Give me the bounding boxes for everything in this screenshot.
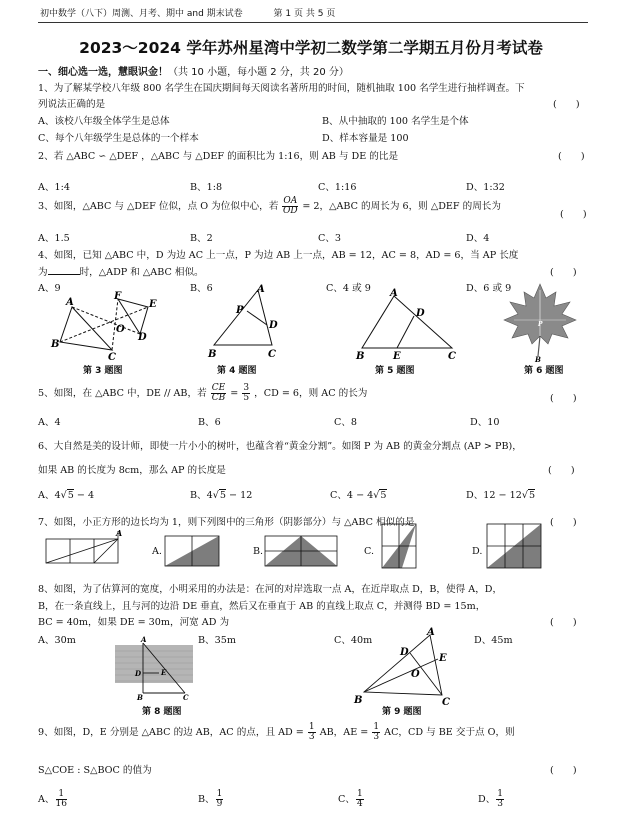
q3-answer-paren: ( ) (560, 209, 587, 220)
fig4-label-c: C (268, 349, 276, 360)
q3-stem-post: = 2，△ABC 的周长为 6，则 △DEF 的周长为 (302, 201, 501, 212)
q7-option-a-figure (165, 536, 225, 566)
q1-line2: 列说法正确的是 (38, 99, 106, 110)
q3-option-b: B、2 (190, 233, 213, 244)
q6-option-d: D、12 − 12√5 (466, 490, 536, 501)
caption-fig-5: 第 5 题图 (375, 366, 415, 376)
q9-b-pre: B、 (198, 794, 215, 805)
fig3-label-b: B (51, 339, 60, 350)
q7-option-a-label: A. (152, 546, 162, 557)
q2-answer-paren: ( ) (558, 151, 585, 162)
q9-d-frac (496, 790, 504, 809)
q2-option-d: D、1:32 (466, 182, 505, 193)
q7-option-c-figure (376, 524, 426, 570)
q6-b-radicand: 5 (219, 490, 226, 501)
q9-b-den: 9 (216, 799, 223, 809)
q6-line1: 6、大自然是美的设计师，即使一片小小的树叶，也蕴含着“黄金分割”。如图 P 为 AB 的黄金分割点 (AP > PB)， (38, 441, 522, 452)
q8-line1: 8、如图，为了估算河的宽度，小明采用的办法是：在河的对岸选取一点 A，在近岸取点 D，B，使得 A，D， (38, 584, 503, 595)
fig3-label-a: A (66, 297, 74, 308)
q5-fraction-2 (242, 384, 250, 403)
figure-3 (50, 292, 170, 362)
q9-d-num: 1 (497, 789, 504, 799)
q3-stem-pre: 3、如图，△ABC 与 △DEF 位似，点 O 为位似中心，若 (38, 201, 279, 212)
q7-option-b-label: B. (253, 546, 264, 557)
q1-option-b: B、从中抽取的 100 名学生是个体 (322, 116, 469, 127)
q9-option-b (198, 790, 224, 809)
q9-b-num: 1 (216, 789, 223, 799)
q6-option-c: C、4 − 4√5 (330, 490, 387, 501)
q9-d-pre: D、 (478, 794, 496, 805)
q9-frac2-den: 3 (373, 732, 380, 742)
q9-frac1-num: 1 (308, 722, 315, 732)
q5-frac2-den: 5 (243, 393, 250, 403)
q2-stem: 2、若 △ABC ∽ △DEF ，△ABC 与 △DEF 的面积比为 1:16，则 AB 与 DE 的比是 (38, 151, 399, 162)
fig3-label-o: O (116, 324, 125, 335)
q9-a-pre: A、 (38, 794, 55, 805)
fig5-label-b: B (356, 351, 365, 362)
q9-line2: S△COE : S△BOC 的值为 (38, 765, 152, 776)
q7-option-c-label: C. (364, 546, 375, 557)
q6-option-a: A、4√5 − 4 (38, 490, 95, 501)
fig3-label-f: F (114, 291, 122, 302)
fig5-label-c: C (448, 351, 456, 362)
figure-5 (352, 288, 462, 363)
caption-fig-9: 第 9 题图 (382, 707, 422, 717)
q5-option-d: D、10 (470, 417, 500, 428)
header-subject: 初中数学（八下）周测、月考、期中 and 期末试卷 (40, 9, 243, 19)
q5-stem (38, 384, 367, 403)
q8-option-d: D、45m (474, 635, 513, 646)
figure-6-leaf-image (500, 280, 580, 362)
q4-option-c: C、4 或 9 (326, 283, 371, 294)
fig9-label-e: E (439, 653, 447, 664)
fig9-label-a: A (427, 627, 435, 638)
q9-option-a (38, 790, 68, 809)
q6-c-pre: C、4 − 4 (330, 490, 374, 501)
page-header (40, 6, 335, 19)
q2-option-c: C、1:16 (318, 182, 357, 193)
q3-frac-den: OD (283, 206, 298, 216)
q1-answer-paren: ( ) (553, 99, 580, 110)
q7-reference-figure (46, 527, 126, 567)
q6-c-radicand: 5 (380, 490, 387, 501)
q9-answer-paren: ( ) (550, 765, 577, 776)
q9-stem-post: AC，CD 与 BE 交于点 O，则 (384, 727, 515, 738)
q8-line3: BC = 40m，如果 DE = 30m，河宽 AD 为 (38, 617, 230, 628)
q4-blank (48, 266, 80, 275)
q6-answer-paren: ( ) (548, 465, 575, 476)
q6-a-radicand: 5 (67, 490, 74, 501)
fig8-label-c: C (183, 693, 189, 702)
q9-a-num: 1 (56, 790, 67, 800)
q9-stem-pre: 9、如图，D，E 分别是 △ABC 的边 AB，AC 的点，且 AD = (38, 727, 304, 738)
q9-c-frac (356, 790, 364, 809)
q6-b-pre: B、4 (190, 490, 213, 501)
q9-stem-mid: AB，AE = (319, 727, 369, 738)
q9-b-frac (216, 790, 224, 809)
q4-line2-post: 时，△ADP 和 △ABC 相似。 (79, 267, 204, 278)
section-heading (38, 63, 349, 78)
fig4-label-d: D (269, 320, 278, 331)
q5-frac1-den: CB (211, 393, 226, 403)
q9-a-frac (56, 790, 67, 809)
fig8-label-b: B (137, 693, 143, 702)
fig5-label-e: E (393, 351, 401, 362)
q5-frac2-num: 3 (243, 383, 250, 393)
q1-option-c: C、每个八年级学生是总体的一个样本 (38, 133, 199, 144)
q1-option-a: A、该校八年级全体学生是总体 (38, 116, 170, 127)
q9-fraction-2 (372, 723, 380, 742)
q3-option-a: A、1.5 (38, 233, 70, 244)
fig5-label-a: A (390, 288, 398, 299)
q9-c-pre: C、 (338, 794, 355, 805)
q4-line1: 4、如图，已知 △ABC 中，D 为边 AC 上一点，P 为边 AB 上一点，AB = 12，AC = 8，AD = 6，当 AP 长度 (38, 250, 519, 261)
q9-c-den: 4 (356, 799, 363, 809)
fig5-label-d: D (416, 308, 425, 319)
section-note: （共 10 小题，每小题 2 分，共 20 分） (168, 67, 349, 78)
figure-8 (115, 635, 195, 702)
fig8-label-e: E (161, 668, 167, 677)
q8-option-c: C、40m (334, 635, 373, 646)
caption-fig-3: 第 3 题图 (83, 366, 123, 376)
q5-option-a: A、4 (38, 417, 61, 428)
q6-d-pre: D、12 − 12 (466, 490, 522, 501)
caption-fig-6: 第 6 题图 (524, 366, 564, 376)
q7-stem: 7、如图，小正方形的边长均为 1，则下列图中的三角形（阴影部分）与 △ABC 相似的是 (38, 517, 415, 528)
page-title: 2023～2024 学年苏州星湾中学初二数学第二学期五月份月考试卷 (79, 39, 543, 57)
q6-option-b: B、4√5 − 12 (190, 490, 253, 501)
q8-option-a: A、30m (38, 635, 76, 646)
q3-option-c: C、3 (318, 233, 342, 244)
fig9-label-b: B (354, 695, 363, 706)
figure-9 (350, 625, 460, 708)
q6-d-radicand: 5 (528, 490, 536, 501)
fig9-label-c: C (442, 697, 450, 708)
q6-a-pre: A、4 (38, 490, 61, 501)
q7-answer-paren: ( ) (550, 517, 577, 528)
fig3-label-c: C (108, 352, 116, 363)
q9-frac1-den: 3 (308, 732, 315, 742)
q4-option-b: B、6 (190, 283, 213, 294)
q4-answer-paren: ( ) (550, 267, 577, 278)
q9-option-c (338, 790, 365, 809)
fig4-label-b: B (208, 349, 217, 360)
q8-answer-paren: ( ) (550, 617, 577, 628)
fig3-label-d: D (138, 332, 147, 343)
q3-frac-num: OA (283, 196, 298, 206)
fig8-label-d: D (135, 669, 142, 678)
section-label: 一、细心选一选，慧眼识金！ (38, 67, 168, 78)
q5-stem-post: ，CD = 6，则 AC 的长为 (254, 388, 368, 399)
q7-label-a: A (116, 528, 123, 538)
q9-fraction-1 (308, 723, 316, 742)
header-divider (38, 22, 588, 23)
q9-c-num: 1 (356, 789, 363, 799)
q7-option-d-figure (485, 524, 545, 570)
q5-equals: = (230, 388, 239, 399)
q4-option-d: D、6 或 9 (466, 283, 512, 294)
fig3-label-e: E (149, 299, 157, 310)
q3-option-d: D、4 (466, 233, 490, 244)
q9-frac2-num: 1 (373, 722, 380, 732)
q5-option-b: B、6 (198, 417, 221, 428)
q4-option-a: A、9 (38, 283, 61, 294)
q8-option-b: B、35m (198, 635, 236, 646)
q9-stem (38, 723, 515, 742)
fig6-label-b: B (535, 355, 541, 364)
q9-d-den: 3 (497, 799, 504, 809)
q6-b-post: − 12 (225, 490, 253, 501)
figure-4 (202, 283, 292, 363)
fig9-label-d: D (400, 647, 409, 658)
q4-line2-pre: 为 (38, 267, 48, 278)
q5-stem-pre: 5、如图，在 △ABC 中，DE // AB，若 (38, 388, 207, 399)
q7-option-b-figure (265, 536, 345, 566)
q3-stem (38, 197, 501, 216)
q9-option-d (478, 790, 505, 809)
q9-a-den: 16 (55, 799, 67, 809)
q1-option-d: D、样本容量是 100 (322, 133, 409, 144)
q1-line1: 1、为了解某学校八年级 800 名学生在国庆期间每天阅读名著所用的时间，随机抽取 100 名学生进行抽样调查。下 (38, 83, 525, 94)
q6-line2: 如果 AB 的长度为 8cm，那么 AP 的长度是 (38, 465, 226, 476)
caption-fig-8: 第 8 题图 (142, 707, 182, 717)
fig9-label-o: O (411, 669, 420, 680)
q4-line2 (38, 264, 204, 278)
q6-a-post: − 4 (73, 490, 95, 501)
fig8-label-a: A (141, 635, 147, 644)
caption-fig-4: 第 4 题图 (217, 366, 257, 376)
q7-option-d-label: D. (472, 546, 483, 557)
q5-fraction-1 (211, 384, 226, 403)
q2-option-a: A、1:4 (38, 182, 70, 193)
q5-frac1-num: CE (211, 383, 226, 393)
q3-fraction (282, 197, 298, 216)
header-page: 第 1 页 共 5 页 (273, 9, 336, 19)
fig6-label-p: P (538, 321, 543, 328)
fig4-label-a: A (257, 284, 265, 295)
q5-option-c: C、8 (334, 417, 358, 428)
q8-line2: B，在一条直线上，且与河的边沿 DE 垂直，然后又在垂直于 AB 的直线上取点 C，并测得 BD = 15m， (38, 601, 486, 612)
q5-answer-paren: ( ) (550, 393, 577, 404)
q2-option-b: B、1:8 (190, 182, 223, 193)
fig4-label-p: P (236, 305, 244, 316)
